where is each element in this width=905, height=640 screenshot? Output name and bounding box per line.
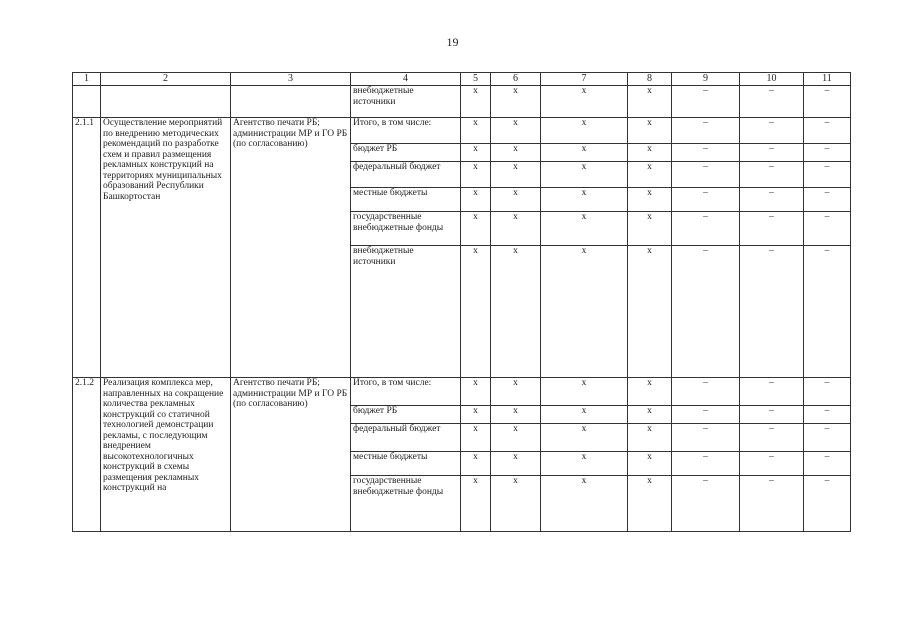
value-cell: – [740, 424, 804, 452]
value-cell: x [461, 406, 491, 424]
value-cell: x [541, 246, 628, 378]
value-cell: x [541, 118, 628, 144]
value-cell: – [672, 452, 740, 476]
funding-source: местные бюджеты [351, 188, 461, 212]
funding-source: внебюджетные источники [351, 86, 461, 118]
column-header: 11 [804, 73, 851, 86]
column-header: 8 [628, 73, 672, 86]
value-cell: x [628, 378, 672, 406]
funding-source: Итого, в том числе: [351, 378, 461, 406]
value-cell: – [804, 378, 851, 406]
value-cell: x [628, 212, 672, 246]
value-cell: x [628, 406, 672, 424]
value-cell: x [628, 118, 672, 144]
value-cell: – [804, 452, 851, 476]
value-cell: – [672, 118, 740, 144]
value-cell: x [461, 188, 491, 212]
value-cell: x [541, 86, 628, 118]
executor: Агентство печати РБ; администрации МР и ГО РБ (по согласованию) [231, 118, 351, 378]
column-header: 5 [461, 73, 491, 86]
value-cell: x [461, 162, 491, 188]
value-cell: – [740, 246, 804, 378]
value-cell: x [461, 452, 491, 476]
value-cell: – [804, 162, 851, 188]
table-row [73, 378, 851, 406]
column-header: 3 [231, 73, 351, 86]
value-cell: x [491, 378, 541, 406]
value-cell: – [672, 406, 740, 424]
value-cell: – [740, 476, 804, 532]
value-cell: – [740, 144, 804, 162]
funding-source: государственные внебюджетные фонды [351, 212, 461, 246]
value-cell: – [672, 246, 740, 378]
value-cell: – [672, 212, 740, 246]
value-cell: x [491, 188, 541, 212]
column-header: 7 [541, 73, 628, 86]
value-cell: x [541, 188, 628, 212]
value-cell: – [740, 162, 804, 188]
value-cell: – [672, 424, 740, 452]
header-row [73, 73, 851, 86]
value-cell: – [672, 162, 740, 188]
value-cell: x [541, 476, 628, 532]
value-cell: – [804, 406, 851, 424]
funding-source: государственные внебюджетные фонды [351, 476, 461, 532]
value-cell: – [740, 86, 804, 118]
value-cell: – [740, 212, 804, 246]
value-cell: – [804, 118, 851, 144]
value-cell: x [461, 476, 491, 532]
value-cell: – [804, 212, 851, 246]
value-cell: x [541, 406, 628, 424]
value-cell: x [628, 424, 672, 452]
value-cell: x [461, 246, 491, 378]
value-cell: – [672, 476, 740, 532]
value-cell: – [740, 452, 804, 476]
column-header: 9 [672, 73, 740, 86]
value-cell: – [804, 424, 851, 452]
value-cell: x [461, 378, 491, 406]
value-cell: x [541, 144, 628, 162]
empty-cell [101, 86, 231, 118]
value-cell: x [491, 144, 541, 162]
value-cell: x [491, 452, 541, 476]
funding-source: бюджет РБ [351, 406, 461, 424]
value-cell: x [491, 246, 541, 378]
column-header: 4 [351, 73, 461, 86]
value-cell: x [491, 424, 541, 452]
value-cell: – [804, 86, 851, 118]
value-cell: – [804, 188, 851, 212]
value-cell: x [461, 144, 491, 162]
funding-source: федеральный бюджет [351, 424, 461, 452]
value-cell: x [541, 452, 628, 476]
funding-source: Итого, в том числе: [351, 118, 461, 144]
item-number: 2.1.1 [73, 118, 101, 378]
value-cell: x [541, 162, 628, 188]
item-name: Реализация комплекса мер, направленных на сокращение количества рекламных конструкций со статичной технологией демонстрации рекламы, с последующим внедрением высокотехнологичных конструкций в схемы размещения рекламных конструкций на [101, 378, 231, 532]
value-cell: – [804, 144, 851, 162]
value-cell: x [491, 212, 541, 246]
value-cell: x [628, 452, 672, 476]
value-cell: x [461, 424, 491, 452]
value-cell: x [541, 212, 628, 246]
funding-source: бюджет РБ [351, 144, 461, 162]
value-cell: x [628, 162, 672, 188]
column-header: 6 [491, 73, 541, 86]
column-header: 1 [73, 73, 101, 86]
page-number: 19 [446, 35, 459, 49]
value-cell: x [628, 188, 672, 212]
value-cell: x [491, 86, 541, 118]
empty-cell [231, 86, 351, 118]
value-cell: – [804, 246, 851, 378]
funding-source: федеральный бюджет [351, 162, 461, 188]
empty-cell [73, 86, 101, 118]
value-cell: – [740, 378, 804, 406]
column-header: 10 [740, 73, 804, 86]
value-cell: x [491, 118, 541, 144]
column-header: 2 [101, 73, 231, 86]
value-cell: x [491, 406, 541, 424]
value-cell: – [804, 476, 851, 532]
value-cell: – [740, 188, 804, 212]
value-cell: x [491, 476, 541, 532]
value-cell: x [461, 118, 491, 144]
value-cell: x [541, 378, 628, 406]
funding-source: внебюджетные источники [351, 246, 461, 378]
value-cell: x [491, 162, 541, 188]
executor: Агентство печати РБ; администрации МР и ГО РБ (по согласованию) [231, 378, 351, 532]
value-cell: – [672, 86, 740, 118]
value-cell: x [461, 212, 491, 246]
table-row [73, 86, 851, 118]
table-row [73, 118, 851, 144]
value-cell: x [628, 86, 672, 118]
item-name: Осуществление мероприятий по внедрению методических рекомендаций по разработке схем и правил размещения рекламных конструкций на территориях муниципальных образований Республики Башкортостан [101, 118, 231, 378]
value-cell: – [672, 144, 740, 162]
value-cell: x [628, 476, 672, 532]
funding-source: местные бюджеты [351, 452, 461, 476]
budget-table [72, 72, 851, 532]
value-cell: – [740, 406, 804, 424]
value-cell: x [541, 424, 628, 452]
value-cell: – [672, 188, 740, 212]
value-cell: – [672, 378, 740, 406]
item-number: 2.1.2 [73, 378, 101, 532]
value-cell: – [740, 118, 804, 144]
value-cell: x [628, 144, 672, 162]
value-cell: x [461, 86, 491, 118]
value-cell: x [628, 246, 672, 378]
